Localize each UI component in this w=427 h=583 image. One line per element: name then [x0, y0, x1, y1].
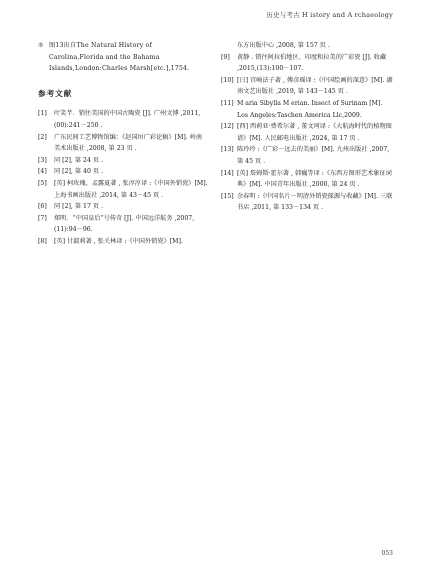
reference-text: [英] 柯玫瑰、孟露夏著 , 张淳淳译 :《中国外销瓷》[M]. 上海书画出版社 ,2014, 第 43－45 页 .: [54, 179, 208, 199]
right-column: [221, 40, 393, 214]
reference-number: [4]: [38, 168, 47, 176]
reference-item: [38, 108, 208, 131]
reference-text: 叶笑芊．销往美国的中国古陶瓷 [J]. 广州文博 ,2011,(00):241－250 .: [54, 110, 201, 129]
reference-text: [英] 甘淑莉著 , 张关林译 :《中国外销瓷》[M].: [54, 237, 183, 245]
reference-text: 黄静 . 销往阿拉伯地区、印度和拉美的广彩瓷 [J]. 收藏 ,2015,(13):100－107.: [237, 53, 387, 73]
reference-number: [8]: [38, 237, 47, 245]
figure-note-mark: ⑤: [38, 42, 44, 49]
reference-item: [38, 178, 208, 201]
reference-number: [5]: [38, 179, 47, 187]
reference-text: 余春明 :《中国名片－明清外销瓷探源与收藏》[M]. 三联书店 ,2011, 第 133－134 页 .: [237, 192, 393, 212]
reference-text: 同 [2], 第 24 页 .: [54, 156, 103, 164]
reference-text: [日] 宫崎法子著 , 傅彦瑶译 :《中国绘画的深意》[M]. 湖南文艺出版社 ,2019, 第 143－145 页 .: [237, 76, 393, 96]
reference-text: [西] 西莉亚·费希尔著 , 董文珂译 :《大航海时代的植物图谱》[M]. 人民邮电出版社 ,2024, 第 17 页 .: [237, 123, 392, 142]
reference-text: M aria Sibylla M erian. Insect of Surinam [M]. Los Angeles:Taschen America Llc,2009.: [237, 99, 383, 119]
reference-text: 东方出版中心 ,2008, 第 157 页 .: [237, 42, 330, 49]
reference-number: [11]: [221, 99, 234, 107]
reference-number: [14]: [221, 169, 234, 177]
references-title: 参考文献: [38, 88, 73, 98]
reference-number: [15]: [221, 192, 234, 200]
left-column: [38, 40, 208, 248]
page-number: 053: [381, 550, 393, 557]
reference-item: [38, 236, 208, 248]
figure-note-text: 图13出自The Natural History of Carolina,Florida and the Bahama Islands,London:Charles Marsh[etc.],1754.: [49, 42, 190, 73]
reference-number: [1]: [38, 110, 47, 118]
reference-item: [38, 166, 208, 178]
reference-item: [221, 75, 393, 98]
references-list-left: [38, 108, 208, 247]
reference-item: [38, 132, 208, 155]
reference-number: [2]: [38, 133, 47, 141]
reference-number: [7]: [38, 214, 47, 222]
reference-number: [9]: [221, 53, 230, 61]
reference-number: [3]: [38, 156, 47, 164]
reference-number: [10]: [221, 76, 234, 84]
reference-text: 陈玲玲 :《广彩－远去的美丽》[M]. 九州出版社 ,2007, 第 45 页 .: [237, 146, 390, 165]
reference-item: [38, 201, 208, 213]
reference-number: [221, 40, 237, 52]
reference-number: [13]: [221, 146, 234, 154]
reference-item: [38, 155, 208, 167]
reference-number: [6]: [38, 203, 47, 211]
reference-text: 同 [2], 第 17 页 .: [54, 203, 103, 211]
reference-text: [英] 詹姆斯·霍尔著 , 韩巍等译 :《东西方图形艺术象征词典》[M]. 中国青年出版社 ,2000, 第 24 页 .: [237, 169, 392, 189]
reference-text: 郑明．“中国皇后”号传奇 [J]. 中国远洋航务 ,2007,(11):94－96.: [54, 214, 195, 234]
reference-text: 广东民间工艺博物馆编：《赵国垣广彩论稿》[M]. 岭南美术出版社 ,2008, 第 23 页 .: [54, 133, 203, 153]
references-list-right: [221, 40, 393, 214]
reference-item: [221, 191, 393, 214]
reference-item: [221, 52, 393, 75]
reference-item: [221, 121, 393, 144]
reference-number: [12]: [221, 123, 234, 131]
figure-note: [38, 40, 208, 75]
reference-text: 同 [2], 第 40 页 .: [54, 168, 103, 176]
reference-item: [221, 144, 393, 167]
running-header: 历史与考古 H istory and A rchaeology: [266, 11, 393, 19]
reference-item: [221, 98, 393, 121]
reference-item: [38, 213, 208, 236]
reference-item: [221, 40, 393, 52]
reference-item: [221, 168, 393, 191]
